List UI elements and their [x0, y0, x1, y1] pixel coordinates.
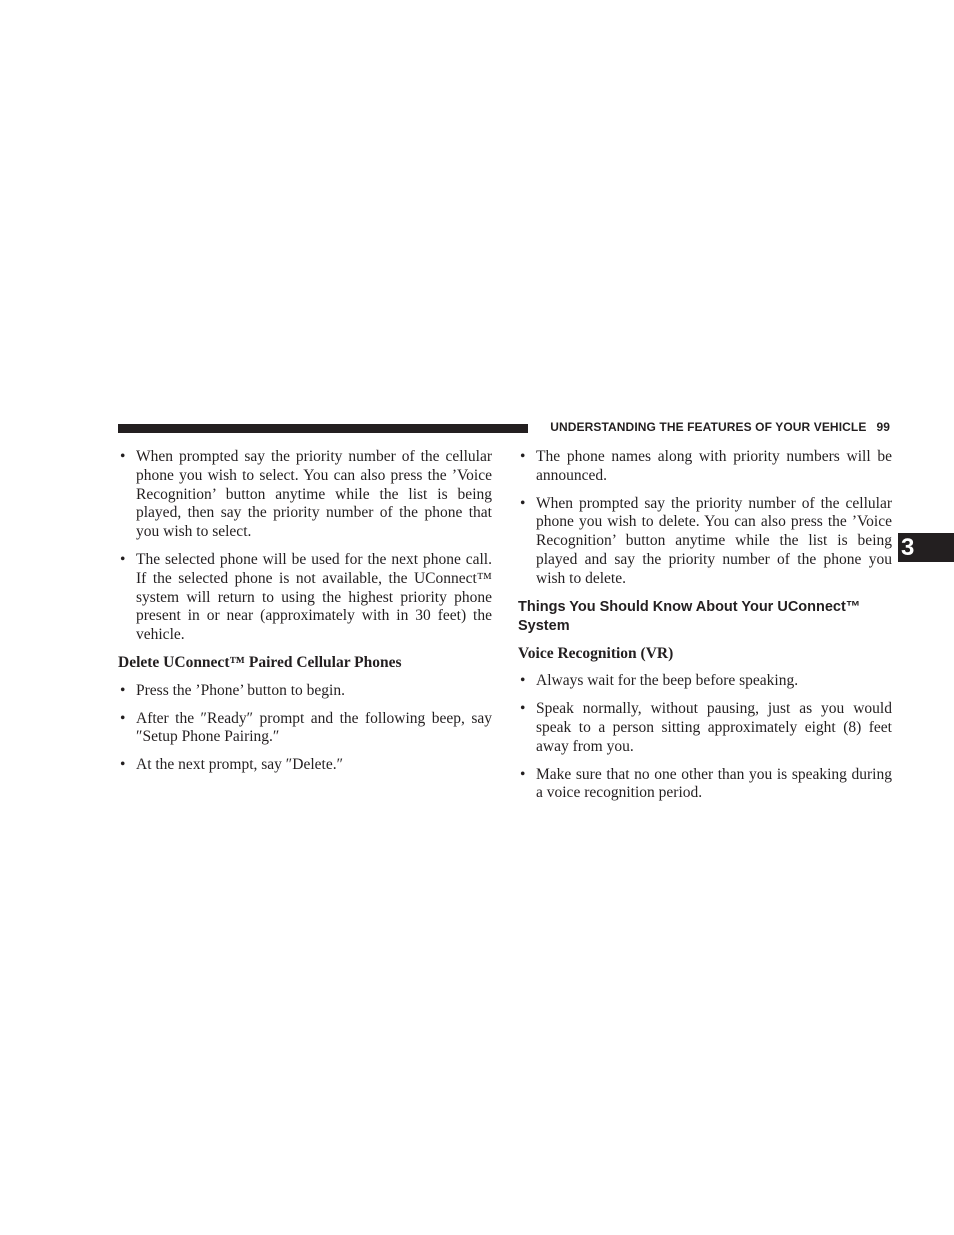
- list-item: • The phone names along with priority numbers will be announced.: [518, 448, 892, 486]
- running-header: [538, 420, 890, 434]
- header-title: UNDERSTANDING THE FEATURES OF YOUR VEHICLE: [550, 420, 867, 434]
- list-item: • The selected phone will be used for the next phone call. If the selected phone is not available, the UConnect™ system will return to using the highest priority phone present in or near (approximately with in 30 feet) the vehicle.: [118, 551, 492, 645]
- section-heading: Things You Should Know About Your UConnect™ System: [518, 598, 861, 634]
- list-item: • At the next prompt, say ″Delete.″: [118, 756, 492, 775]
- list-item: • Press the ’Phone’ button to begin.: [118, 682, 492, 701]
- right-column: [518, 448, 892, 812]
- subheading-delete-phones: Delete UConnect™ Paired Cellular Phones: [118, 653, 402, 671]
- header-rule: [118, 424, 528, 433]
- list-item: • Always wait for the beep before speaking.: [518, 672, 892, 691]
- list-item: • Speak normally, without pausing, just as you would speak to a person sitting approximately eight (8) feet away from you.: [518, 700, 892, 756]
- list-item: • Make sure that no one other than you is speaking during a voice recognition period.: [518, 766, 892, 804]
- chapter-tab: 3: [898, 533, 954, 562]
- left-column: [118, 448, 492, 784]
- list-item: • After the ″Ready″ prompt and the following beep, say ″Setup Phone Pairing.″: [118, 710, 492, 748]
- subheading-voice-recognition: Voice Recognition (VR): [518, 644, 674, 662]
- list-item: • When prompted say the priority number of the cellular phone you wish to delete. You can also press the ’Voice Recognition’ button anytime while the list is being played and say the priority number of the phone you wish to delete.: [518, 495, 892, 589]
- page-number: 99: [876, 420, 890, 434]
- list-item: • When prompted say the priority number of the cellular phone you wish to select. You can also press the ’Voice Recognition’ button anytime while the list is being played, then say the priority number of the phone that you wish to select.: [118, 448, 492, 542]
